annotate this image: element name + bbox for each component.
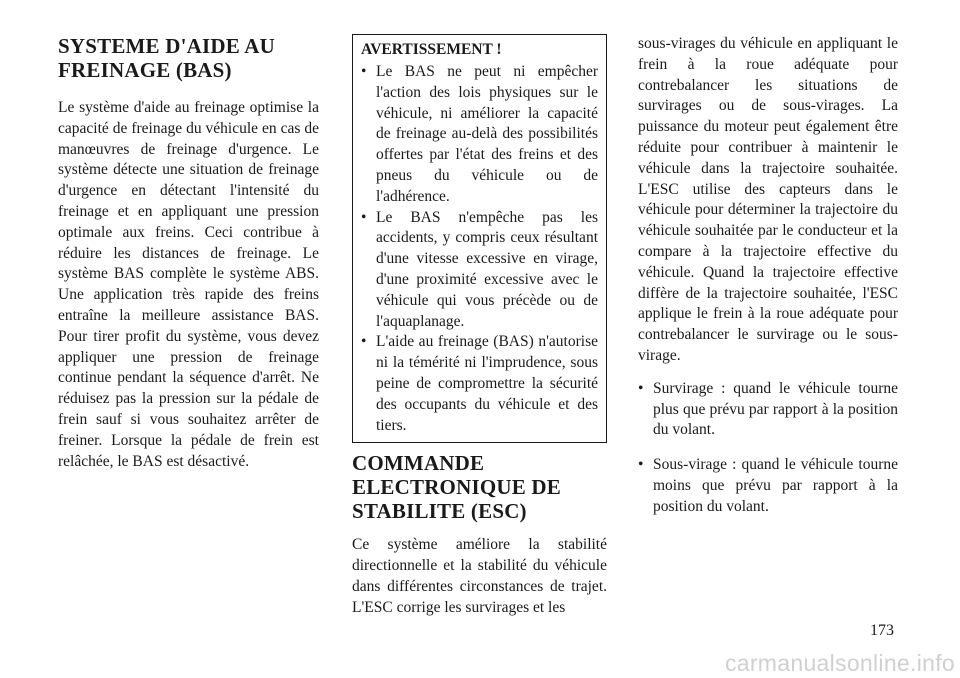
esc-paragraph-start: Ce système améliore la stabilité directionnelle et la stabilité du véhicule dans différentes circonstances de trajet. L'ESC corrige les survirages et les — [352, 536, 607, 616]
warning-item: • Le BAS n'empêche pas les accidents, y compris ceux résultant d'une vitesse excessive en virage, d'une proximité excessive avec le véhicule qui vous précède ou de l'aquaplanage. — [361, 208, 598, 333]
warning-list — [361, 62, 598, 436]
warning-item: • L'aide au freinage (BAS) n'autorise ni la témérité ni l'imprudence, sous peine de compromettre la sécurité des occupants du véhicule et des tiers. — [361, 332, 598, 436]
esc-paragraph-continued: sous-virages du véhicule en appliquant le frein à la roue adéquate pour contrebalancer les situations de survirages ou de sous-virages. La puissance du moteur peut également être réduite pour contribuer à maintenir le véhicule dans la trajectoire souhaitée. L'ESC utilise des capteurs dans le véhicule pour déterminer la trajectoire du véhicule souhaitée par le conducteur et la compare à la trajectoire effective du véhicule. Quand la trajectoire effective diffère de la trajectoire souhaitée, l'ESC applique le frein à la roue adéquate pour contrebalancer le survirage ou le sous-virage. — [638, 35, 898, 364]
list-item-understeer: • Sous-virage : quand le véhicule tourne moins que prévu par rapport à la position du volant. — [638, 455, 898, 517]
bas-section-title: SYSTEME D'AIDE AU FREINAGE (BAS) — [58, 34, 275, 82]
watermark: carmanualsonline.info — [724, 650, 955, 676]
left-column — [58, 34, 319, 472]
bas-paragraph: Le système d'aide au freinage optimise la capacité de freinage du véhicule en cas de manœuvres de freinage d'urgence. Le système détecte une situation de freinage d'urgence en détectant l'intensité du freinage et en appliquant une pression optimale aux freins. Ceci contribue à réduire les distances de freinage. Le système BAS complète le système ABS. Une application très rapide des freins entraîne la meilleure assistance BAS. Pour tirer profit du système, vous devez appliquer une pression de freinage continue pendant la séquence d'arrêt. Ne réduisez pas la pression sur la pédale de frein sauf si vous souhaitez arrêter de freiner. Lorsque la pédale de frein est relâchée, le BAS est désactivé. — [58, 99, 319, 470]
esc-section-title: COMMANDE ELECTRONIQUE DE STABILITE (ESC) — [352, 451, 561, 524]
right-column — [638, 34, 898, 532]
warning-item: • Le BAS ne peut ni empêcher l'action des lois physiques sur le véhicule, ni améliorer la capacité de freinage au-delà des possibilités offertes par l'état des freins et des pneus du véhicule ou de l'adhérence. — [361, 62, 598, 208]
warning-title: AVERTISSEMENT ! — [361, 41, 502, 58]
middle-column — [352, 34, 607, 619]
list-item-oversteer: • Survirage : quand le véhicule tourne plus que prévu par rapport à la position du volant. — [638, 379, 898, 441]
page-number: 173 — [870, 622, 894, 639]
warning-box — [352, 34, 607, 443]
esc-definition-list — [638, 379, 898, 518]
